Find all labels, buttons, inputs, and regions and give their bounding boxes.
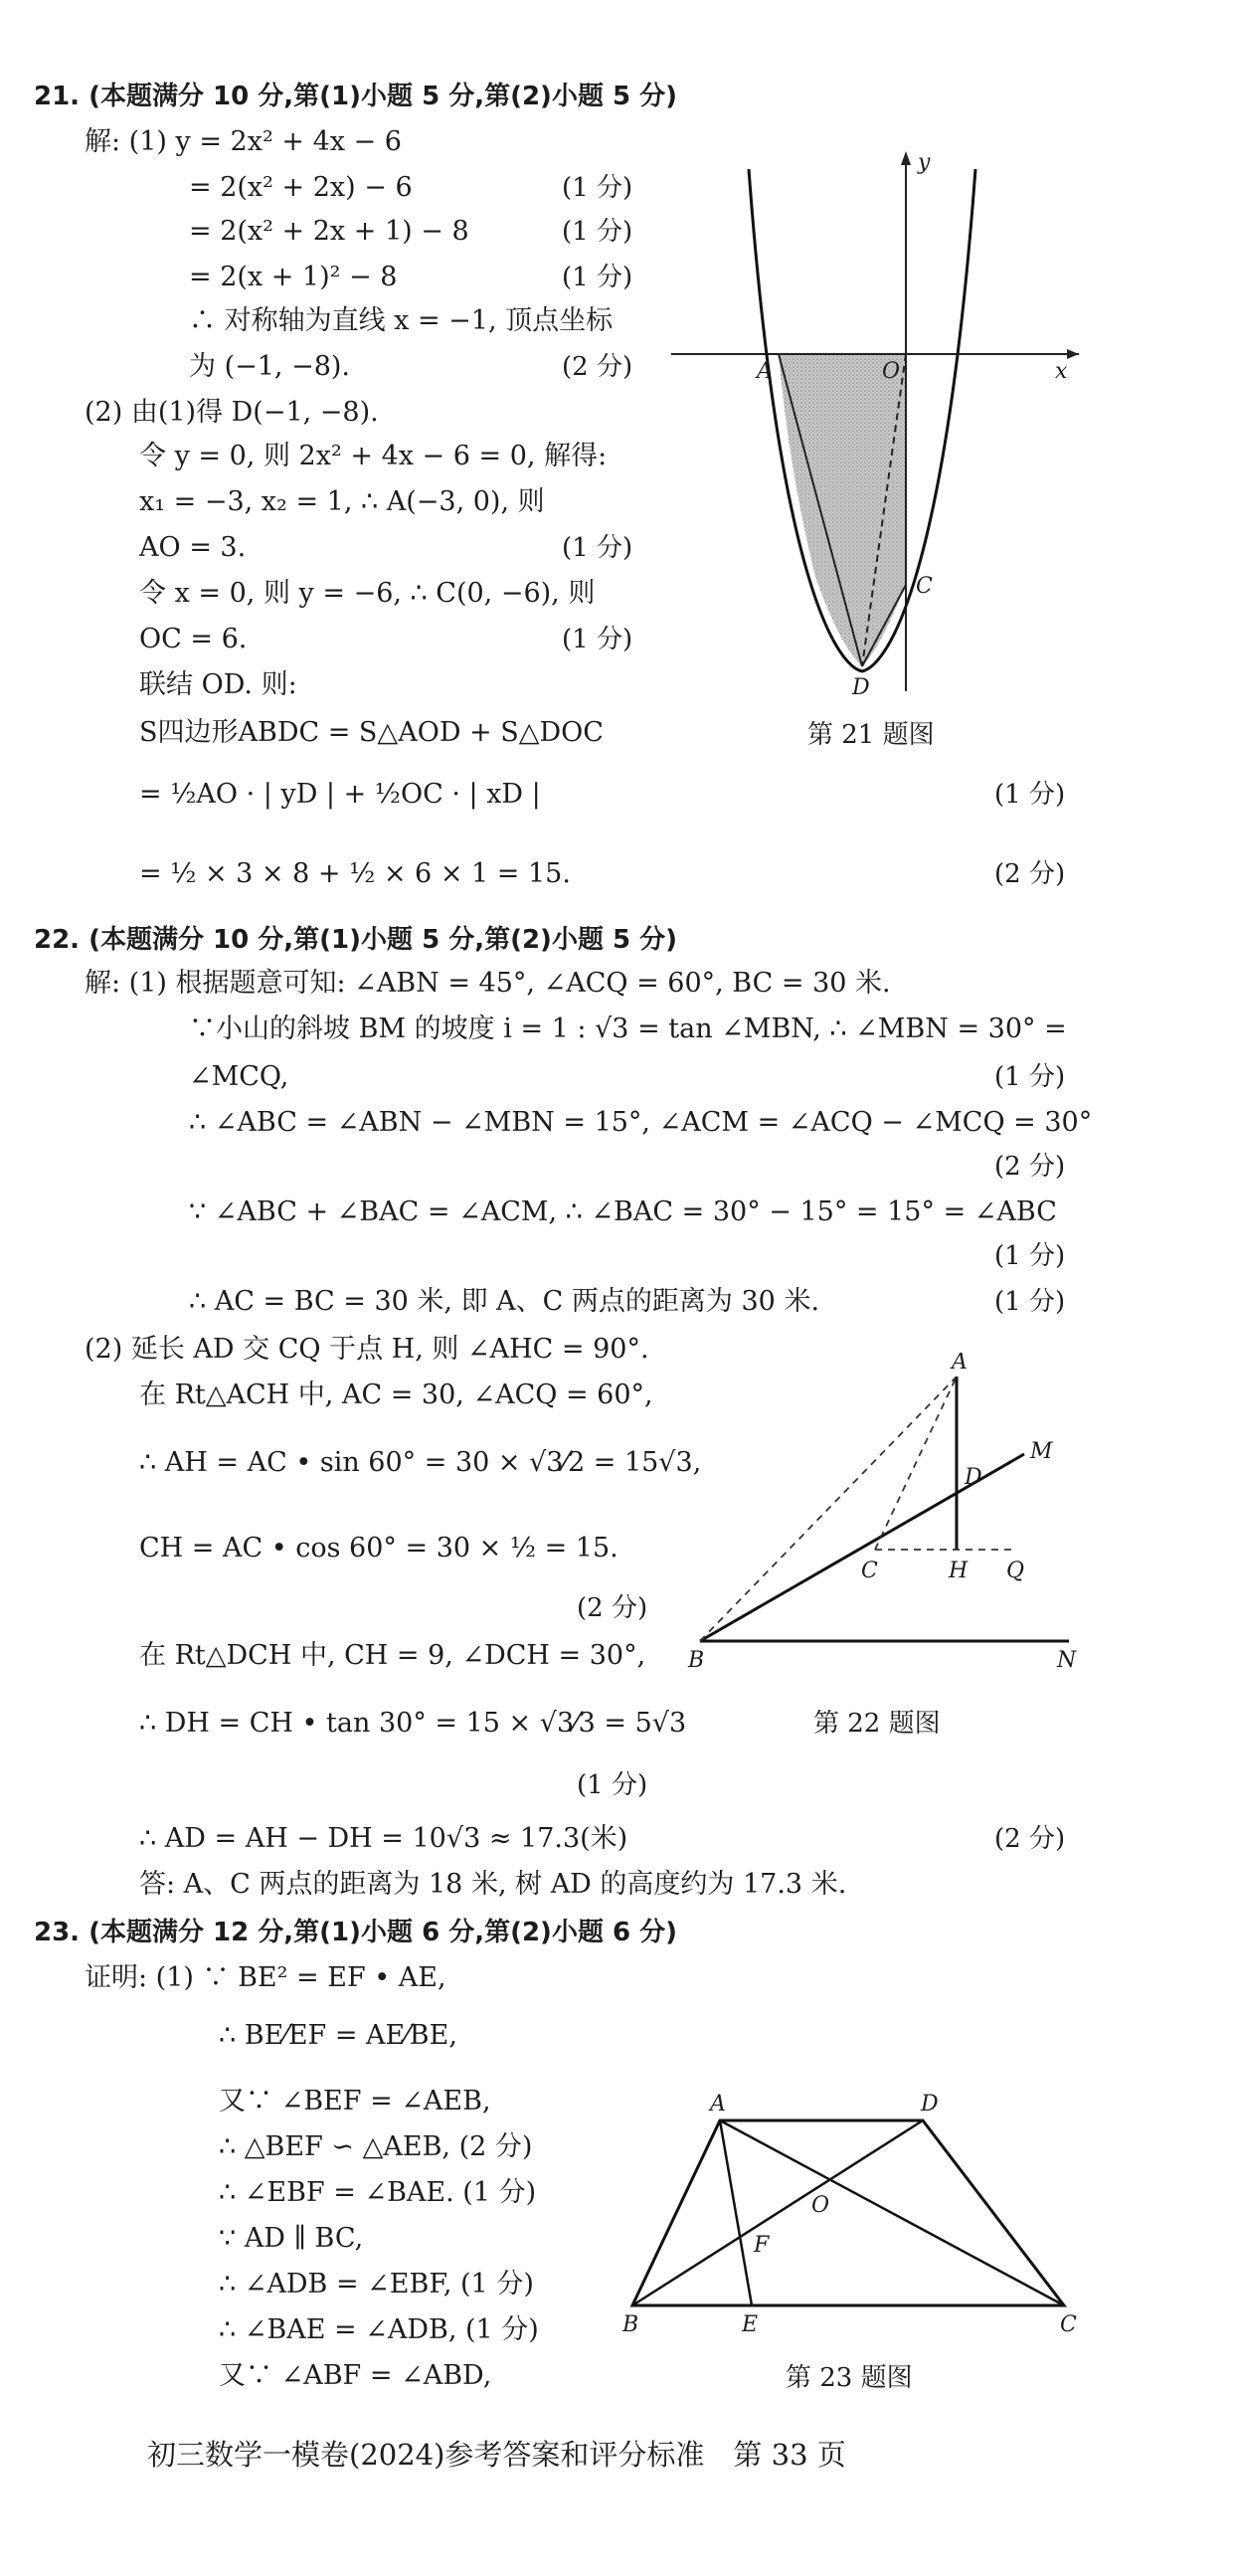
q21-line-13: 联结 OD. 则: [139,669,297,700]
q22-line-12: ∴ DH = CH • tan 30° = 15 × √3⁄3 = 5√3 [139,1708,687,1739]
q21-score-6: (1 分) [562,625,633,654]
q22-line-3: ∠MCQ, [189,1061,289,1092]
label-m: M [1030,1439,1053,1464]
label-a: A [757,359,773,384]
q22-line-10: CH = AC • cos 60° = 30 × ½ = 15. [139,1533,618,1564]
q22-score-3: (1 分) [994,1241,1066,1271]
q22-score-1: (1 分) [994,1062,1066,1092]
q22-line-8: 在 Rt△ACH 中, AC = 30, ∠ACQ = 60°, [139,1380,653,1410]
q22-line-4: ∴ ∠ABC = ∠ABN − ∠MBN = 15°, ∠ACM = ∠ACQ − ∠MCQ = 30° [189,1107,1093,1138]
q22-line-7: (2) 延长 AD 交 CQ 于点 H, 则 ∠AHC = 90°. [85,1334,649,1365]
q23-line-9: 又∵ ∠ABF = ∠ABD, [219,2360,492,2391]
q21-line-8: 令 y = 0, 则 2x² + 4x − 6 = 0, 解得: [139,441,608,471]
q23-caption: 第 23 题图 [786,2363,913,2393]
label-n: N [1057,1648,1077,1671]
q21-figure [661,139,1089,696]
q22-line-9: ∴ AH = AC • sin 60° = 30 × √3⁄2 = 15√3, [139,1447,702,1478]
q23-header: 23. (本题满分 12 分,第(1)小题 6 分,第(2)小题 6 分) [34,1918,678,1947]
q22-line-5: ∵ ∠ABC + ∠BAC = ∠ACM, ∴ ∠BAC = 30° − 15° = 15° = ∠ABC [189,1196,1057,1227]
label-d: D [921,2092,939,2116]
q22-line-2: ∵小山的斜坡 BM 的坡度 i = 1 : √3 = tan ∠MBN, ∴ ∠MBN = 30° = [189,1013,1067,1044]
label-d: D [852,675,870,696]
q21-line-16: = ½ × 3 × 8 + ½ × 6 × 1 = 15. [139,858,571,889]
label-y: y [918,150,931,175]
label-b: B [622,2312,639,2337]
q22-score-5: (2 分) [577,1593,648,1623]
q21-line-11: 令 x = 0, 则 y = −6, ∴ C(0, −6), 则 [139,578,596,609]
q22-score-6: (1 分) [577,1770,648,1800]
segment-ac-dashed [875,1377,957,1550]
label-a: A [952,1353,968,1375]
page-footer: 初三数学一模卷(2024)参考答案和评分标准 第 33 页 [147,2438,846,2472]
q23-line-1: 证明: (1) ∵ BE² = EF • AE, [85,1962,446,1993]
label-x: x [1055,359,1068,384]
q21-score-3: (1 分) [562,263,633,292]
q21-score-4: (2 分) [562,352,633,382]
q22-figure [676,1353,1094,1671]
q22-line-1: 解: (1) 根据题意可知: ∠ABN = 45°, ∠ACQ = 60°, BC = 30 米. [85,968,891,999]
q21-line-12: OC = 6. [139,624,248,654]
q23-line-8: ∴ ∠BAE = ∠ADB, (1 分) [219,2314,539,2345]
label-c: C [916,574,933,599]
label-o: O [882,359,901,384]
label-h: H [949,1559,969,1583]
q21-line-3: = 2(x² + 2x + 1) − 8 [189,216,469,247]
q22-line-13: ∴ AD = AH − DH = 10√3 ≈ 17.3(米) [139,1823,628,1854]
q22-score-4: (1 分) [994,1287,1066,1317]
q22-line-14: 答: A、C 两点的距离为 18 米, 树 AD 的高度约为 17.3 米. [139,1869,847,1900]
segment-ae [720,2120,752,2305]
q23-line-7: ∴ ∠ADB = ∠EBF, (1 分) [219,2269,534,2300]
label-b: B [688,1648,705,1671]
q21-line-2: = 2(x² + 2x) − 6 [189,172,413,203]
q21-line-10: AO = 3. [139,532,247,563]
label-a: A [710,2092,726,2116]
q21-score-2: (1 分) [562,217,633,247]
q21-line-9: x₁ = −3, x₂ = 1, ∴ A(−3, 0), 则 [139,486,545,517]
q23-line-2: ∴ BE⁄EF = AE⁄BE, [219,2020,457,2051]
q22-header: 22. (本题满分 10 分,第(1)小题 5 分,第(2)小题 5 分) [34,925,678,955]
q23-line-6: ∵ AD ∥ BC, [219,2223,364,2254]
q21-score-1: (1 分) [562,173,633,203]
q23-line-5: ∴ ∠EBF = ∠BAE. (1 分) [219,2177,537,2208]
q22-line-6: ∴ AC = BC = 30 米, 即 A、C 两点的距离为 30 米. [189,1286,820,1317]
q21-score-7: (1 分) [994,780,1066,810]
label-o: O [811,2193,830,2218]
diagonal-ac [720,2120,1064,2305]
label-c: C [1060,2312,1077,2337]
q21-line-4: = 2(x + 1)² − 8 [189,262,398,292]
label-q: Q [1006,1559,1025,1583]
segment-ab-dashed [700,1377,957,1641]
q22-score-2: (2 分) [994,1152,1066,1182]
trapezoid-abcd [632,2120,1064,2305]
q21-line-7: (2) 由(1)得 D(−1, −8). [85,397,379,428]
q21-header: 21. (本题满分 10 分,第(1)小题 5 分,第(2)小题 5 分) [34,82,678,111]
q23-figure [617,2089,1084,2337]
label-e: E [742,2312,759,2337]
q22-score-7: (2 分) [994,1824,1066,1854]
q21-caption: 第 21 题图 [807,720,935,750]
q21-score-8: (2 分) [994,859,1066,889]
q23-line-4: ∴ △BEF ∽ △AEB, (2 分) [219,2131,533,2162]
q21-line-1: 解: (1) y = 2x² + 4x − 6 [85,126,402,157]
q22-caption: 第 22 题图 [813,1709,941,1739]
q21-line-5: ∴ 对称轴为直线 x = −1, 顶点坐标 [189,305,614,336]
q21-score-5: (1 分) [562,533,633,563]
label-c: C [861,1559,878,1583]
label-f: F [754,2233,770,2258]
y-axis-arrow [901,151,911,165]
q22-line-11: 在 Rt△DCH 中, CH = 9, ∠DCH = 30°, [139,1640,646,1671]
x-axis-arrow [1067,349,1079,359]
label-d: D [965,1465,982,1490]
q21-line-6: 为 (−1, −8). [189,351,350,382]
q23-line-3: 又∵ ∠BEF = ∠AEB, [219,2086,491,2116]
q21-line-14: S四边形ABDC = S△AOD + S△DOC [139,717,604,748]
q21-line-15: = ½AO · | yD | + ½OC · | xD | [139,779,541,810]
